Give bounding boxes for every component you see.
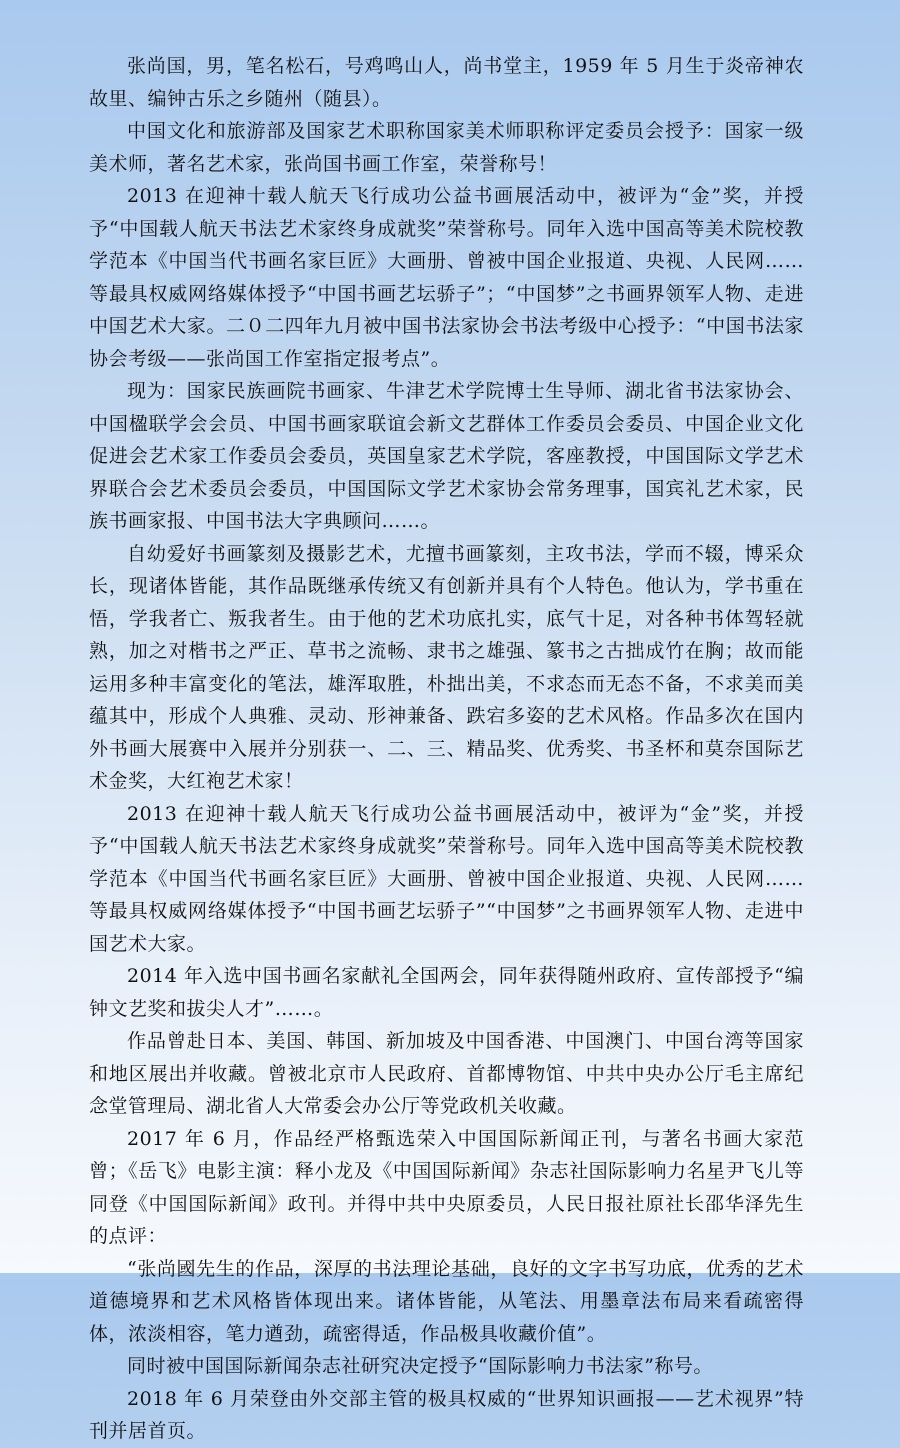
paragraph-2014: 2014 年入选中国书画名家献礼全国两会，同年获得随州政府、宣传部授予“编钟文艺奖和拔尖人才”……。	[89, 965, 804, 1020]
paragraph-2017: 2017 年 6 月，作品经严格甄选荣入中国国际新闻正刊，与著名书画大家范曾；《岳飞》电影主演：释小龙及《中国国际新闻》杂志社国际影响力名星尹飞儿等同登《中国国际新闻》政刊。并得中共中央原委员，人民日报社原社长邵华泽先生的点评：	[89, 1127, 804, 1247]
paragraph-intro: 张尚国，男，笔名松石，号鸡鸣山人，尚书堂主，1959 年 5 月生于炎帝神农故里、编钟古乐之乡随州（随县）。	[89, 55, 804, 110]
paragraph-international-title: 同时被中国国际新闻杂志社研究决定授予“国际影响力书法家”称号。	[127, 1355, 713, 1377]
paragraph-2018: 2018 年 6 月荣登由外交部主管的极具权威的“世界知识画报——艺术视界”特刊并居首页。	[89, 1387, 804, 1442]
paragraph-title-award: 中国文化和旅游部及国家艺术职称国家美术师职称评定委员会授予：国家一级美术师，著名艺术家，张尚国书画工作室，荣誉称号！	[89, 120, 804, 175]
paragraph-2013-award-repeat: 2013 在迎神十载人航天飞行成功公益书画展活动中，被评为“金”奖，并授予“中国载人航天书法艺术家终身成就奖”荣誉称号。同年入选中国高等美术院校教学范本《中国当代书画名家巨匠》大画册、曾被中国企业报道、央视、人民网……等最具权威网络媒体授予“中国书画艺坛骄子”“中国梦”之书画界领军人物、走进中国艺术大家。	[89, 802, 804, 955]
paragraph-quote: “张尚國先生的作品，深厚的书法理论基础，良好的文字书写功底，优秀的艺术道德境界和艺术风格皆体现出来。诸体皆能，从笔法、用墨章法布局来看疏密得体，浓淡相容，笔力遒劲，疏密得适，作品极具收藏价值”。	[89, 1257, 804, 1345]
paragraph-exhibitions: 作品曾赴日本、美国、韩国、新加坡及中国香港、中国澳门、中国台湾等国家和地区展出并收藏。曾被北京市人民政府、首都博物馆、中共中央办公厅毛主席纪念堂管理局、湖北省人大常委会办公厅等党政机关收藏。	[89, 1030, 804, 1117]
paragraph-2013-award: 2013 在迎神十载人航天飞行成功公益书画展活动中，被评为“金”奖，并授予“中国载人航天书法艺术家终身成就奖”荣誉称号。同年入选中国高等美术院校教学范本《中国当代书画名家巨匠》大画册、曾被中国企业报道、央视、人民网……等最具权威网络媒体授予“中国书画艺坛骄子”；“中国梦”之书画界领军人物、走进中国艺术大家。二０二四年九月被中国书法家协会书法考级中心授予：“中国书法家协会考级——张尚国工作室指定报考点”。	[89, 185, 804, 370]
paragraph-artistic-style: 自幼爱好书画篆刻及摄影艺术，尤擅书画篆刻，主攻书法，学而不辍，博采众长，现诸体皆能，其作品既继承传统又有创新并具有个人特色。他认为，学书重在悟，学我者亡、叛我者生。由于他的艺术功底扎实，底气十足，对各种书体驾轻就熟，加之对楷书之严正、草书之流畅、隶书之雄强、篆书之古拙成竹在胸；故而能运用多种丰富变化的笔法，雄浑取胜，朴拙出美，不求态而无态不备，不求美而美蕴其中，形成个人典雅、灵动、形神兼备、跌宕多姿的艺术风格。作品多次在国内外书画大展赛中入展并分别获一、二、三、精品奖、优秀奖、书圣杯和莫奈国际艺术金奖，大红袍艺术家！	[89, 542, 804, 792]
paragraph-current-positions: 现为：国家民族画院书画家、牛津艺术学院博士生导师、湖北省书法家协会、中国楹联学会会员、中国书画家联谊会新文艺群体工作委员会委员、中国企业文化促进会艺术家工作委员会委员，英国皇家艺术学院，客座教授，中国国际文学艺术界联合会艺术委员会委员，中国国际文学艺术家协会常务理事，国宾礼艺术家，民族书画家报、中国书法大字典顾问……。	[89, 380, 804, 532]
